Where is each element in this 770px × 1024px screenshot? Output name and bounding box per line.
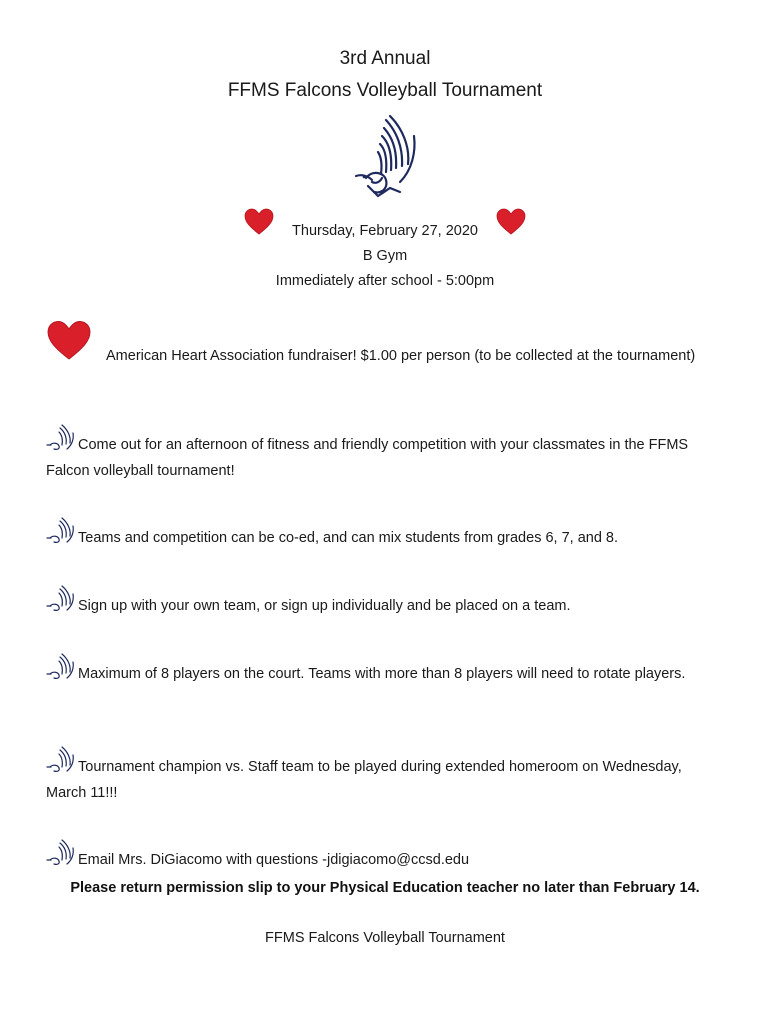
event-date: Thursday, February 27, 2020 [292,223,478,239]
paragraph-text: Teams and competition can be co-ed, and can mix students from grades 6, 7, and 8. [78,530,619,546]
falcon-icon [46,423,76,451]
title-line-2: FFMS Falcons Volleyball Tournament [227,80,543,101]
paragraph-signup [46,584,726,619]
permission-slip-notice: Please return permission slip to your Physical Education teacher no later than February 14. [70,880,700,896]
paragraph-come-out [46,423,726,484]
paragraph-teams [46,516,726,551]
heart-icon [496,208,526,236]
falcon-icon [46,745,76,773]
paragraph-email [46,838,726,873]
paragraph-text: Sign up with your own team, or sign up individually and be placed on a team. [78,598,571,614]
falcon-icon [46,652,76,680]
falcon-icon [46,838,76,866]
paragraph-text: Tournament champion vs. Staff team to be played during extended homeroom on Wednesday, March 11!!! [46,759,682,801]
falcon-icon [46,516,76,544]
title-line-1: 3rd Annual [339,48,431,69]
falcon-icon [46,584,76,612]
paragraph-champion [46,745,726,806]
paragraph-fundraiser: American Heart Association fundraiser! $1.00 per person (to be collected at the tournament) [106,348,696,364]
footer-text: FFMS Falcons Volleyball Tournament [265,930,505,946]
paragraph-text: Come out for an afternoon of fitness and friendly competition with your classmates in the FFMS Falcon volleyball tournament! [46,437,689,479]
paragraph-text: Maximum of 8 players on the court. Teams with more than 8 players will need to rotate players. [78,666,686,682]
paragraph-maximum [46,652,726,687]
paragraph-text: Email Mrs. DiGiacomo with questions -jdigiacomo@ccsd.edu [78,852,470,868]
event-time: Immediately after school - 5:00pm [275,273,495,289]
event-location: B Gym [362,248,408,264]
falcon-logo-icon [350,112,420,198]
